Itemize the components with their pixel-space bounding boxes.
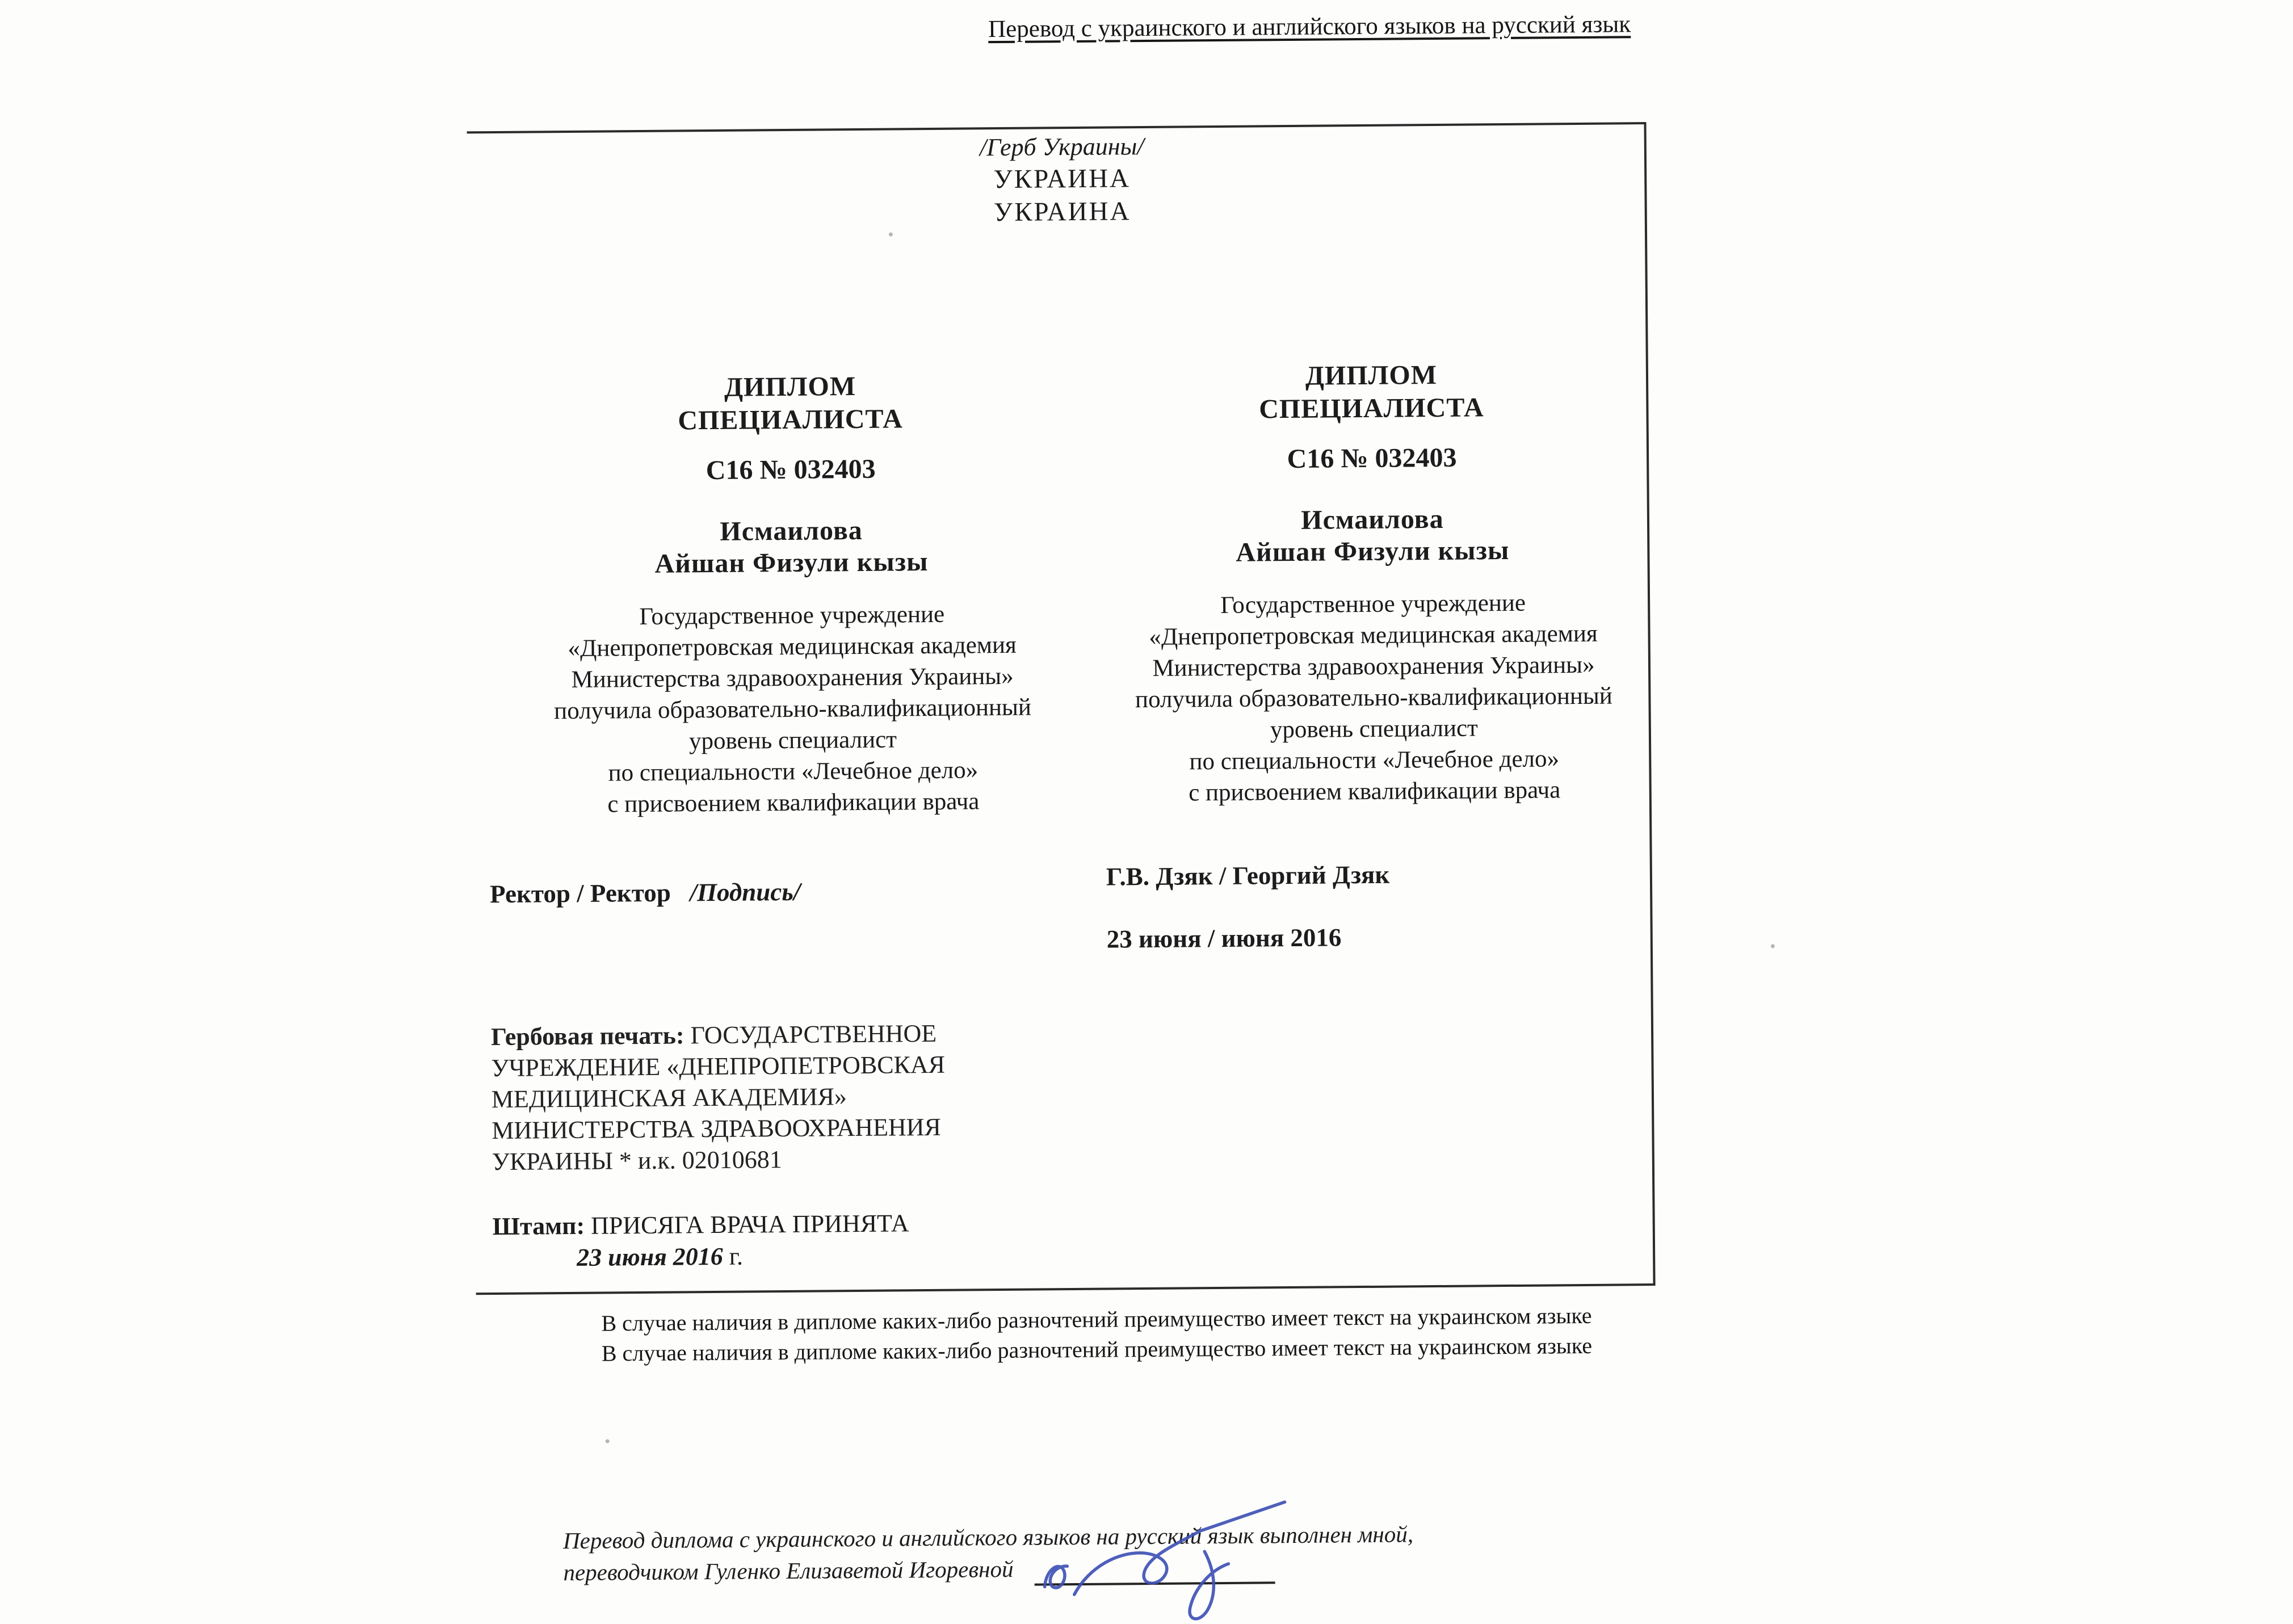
stamp-description-block: [492, 1206, 1116, 1242]
seal-first-line-text: ГОСУДАРСТВЕННОЕ: [690, 1019, 937, 1050]
seal-description-block: [491, 1016, 1128, 1177]
translation-direction-header: Перевод с украинского и английского языков на русский язык: [988, 11, 1631, 43]
right-diploma-number: С16 № 032403: [1287, 442, 1457, 475]
language-precedence-disclaimer-1: В случае наличия в дипломе каких-либо разночтений преимущество имеет текст на украинском языке: [601, 1302, 1592, 1336]
emblem-block: [920, 131, 1204, 229]
right-holder-name: [1100, 502, 1645, 570]
signature-placeholder: /Подпись/: [690, 877, 801, 907]
left-holder-name: [519, 513, 1064, 581]
stamp-label: Штамп:: [492, 1211, 585, 1241]
left-column-title: [518, 368, 1063, 439]
coat-of-arms-note: /Герб Украины/: [979, 132, 1144, 162]
rector-label: Ректор / Ректор: [489, 878, 671, 909]
stamp-date: 23 июня 2016: [576, 1242, 724, 1271]
translator-attestation-line2: переводчиком Гуленко Елизаветой Игоревной: [563, 1555, 1014, 1586]
stamp-date-suffix: г.: [723, 1242, 744, 1270]
country-name-line2: УКРАИНА: [993, 196, 1131, 228]
diploma-title-line1: ДИПЛОМ: [724, 371, 856, 402]
translator-signature: [1031, 1495, 1294, 1624]
holder-surname: Исмаилова: [1301, 503, 1444, 535]
country-name-line1: УКРАИНА: [993, 163, 1131, 195]
rector-signature-line: [490, 875, 1057, 909]
stamp-date-line: [577, 1239, 1087, 1272]
translator-attestation-line1: Перевод диплома с украинского и английского языков на русский язык выполнен мной,: [562, 1521, 1414, 1554]
scan-speck: [606, 1439, 610, 1443]
diploma-title-line1: ДИПЛОМ: [1305, 359, 1438, 391]
holder-surname: Исмаилова: [720, 515, 863, 547]
stamp-text: ПРИСЯГА ВРАЧА ПРИНЯТА: [590, 1209, 909, 1240]
diploma-title-line2: СПЕЦИАЛИСТА: [1259, 392, 1484, 425]
scan-speck: [1771, 944, 1775, 948]
holder-given-names: Айшан Физули кызы: [1236, 535, 1510, 568]
rector-name-line: Г.В. Дзяк / Георгий Дзяк: [1106, 860, 1390, 891]
left-diploma-number: С16 № 032403: [705, 454, 876, 486]
right-column-title: [1099, 357, 1644, 427]
seal-first-line: [491, 1016, 1127, 1052]
right-diploma-body: Государственное учреждение «Днепропетровская медицинская академия Министерства здравоохранения Украины» получила образовательно-квалификационный уровень специалист по специальности «Лечебное дело» с присвоением квалификации врача: [1135, 589, 1612, 807]
seal-text-lines: УЧРЕЖДЕНИЕ «ДНЕПРОПЕТРОВСКАЯ МЕДИЦИНСКАЯ АКАДЕМИЯ» МИНИСТЕРСТВА ЗДРАВООХРАНЕНИЯ УКРАИНЫ * и.к. 02010681: [491, 1050, 946, 1176]
left-diploma-body: Государственное учреждение «Днепропетровская медицинская академия Министерства здравоохранения Украины» получила образовательно-квалификационный уровень специалист по специальности «Лечебное дело» с присвоением квалификации врача: [554, 601, 1032, 818]
scan-speck: [889, 232, 893, 236]
diploma-title-line2: СПЕЦИАЛИСТА: [678, 404, 903, 436]
issue-date-line: 23 июня / июня 2016: [1106, 923, 1342, 954]
holder-given-names: Айшан Физули кызы: [654, 547, 929, 579]
language-precedence-disclaimer-2: В случае наличия в дипломе каких-либо разночтений преимущество имеет текст на украинском языке: [601, 1332, 1593, 1366]
seal-label: Гербовая печать:: [490, 1021, 684, 1051]
